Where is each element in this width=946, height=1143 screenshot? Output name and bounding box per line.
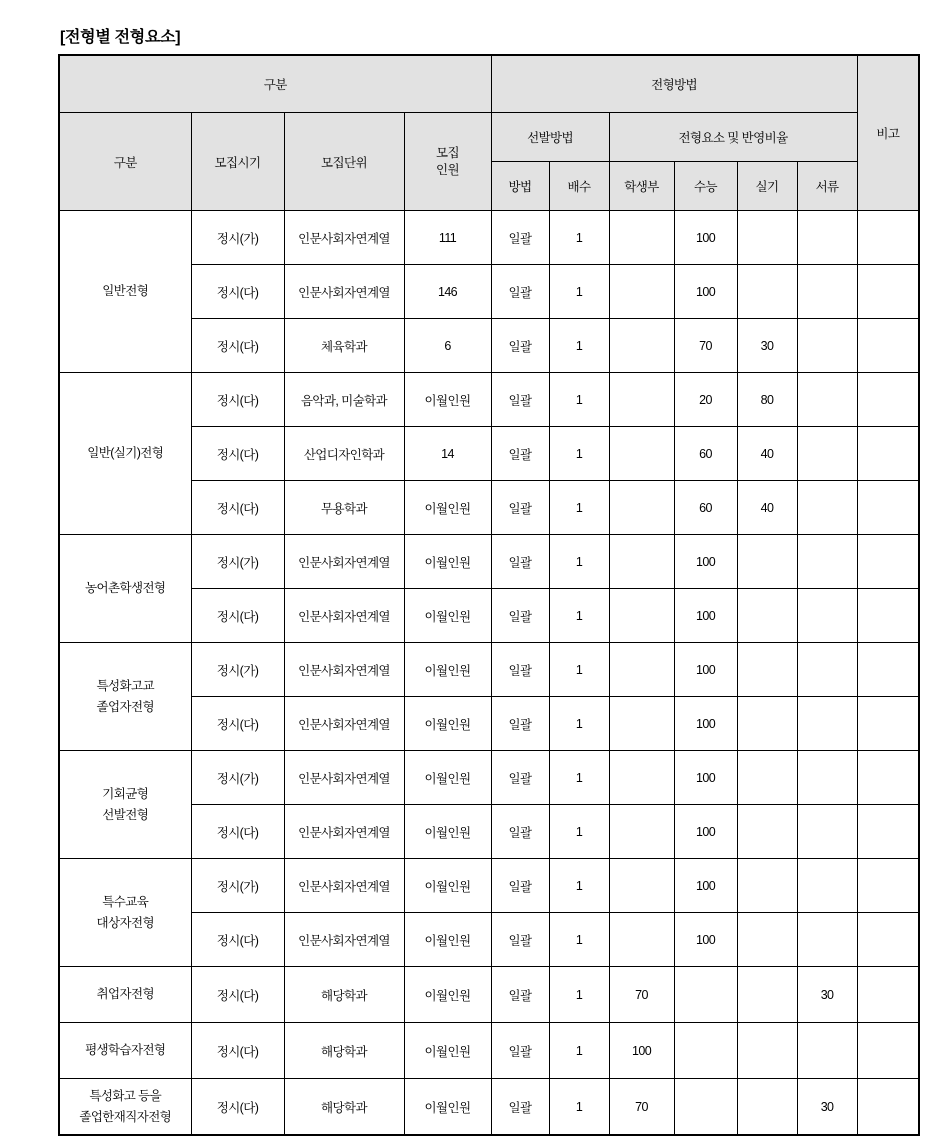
cell-remarks [857,697,919,751]
admission-type-line: 특성화고교 [96,678,154,693]
cell-multiplier: 1 [549,751,609,805]
admission-type-line: 취업자전형 [96,987,154,1001]
cell-csat: 100 [674,751,737,805]
admission-type-line: 선발전형 [102,807,149,822]
cell-period: 정시(다) [191,427,284,481]
header-selection-method: 선발방법 [491,113,609,162]
cell-admission-type [59,211,191,373]
cell-method: 일괄 [491,589,549,643]
cell-practical [737,859,797,913]
cell-quota: 이월인원 [404,373,491,427]
cell-unit: 인문사회자연계열 [284,751,404,805]
cell-admission-type [59,859,191,967]
cell-practical: 30 [737,319,797,373]
cell-quota: 6 [404,319,491,373]
cell-school-record [609,805,674,859]
cell-unit: 체육학과 [284,319,404,373]
table-header [59,55,919,211]
cell-school-record [609,589,674,643]
cell-quota: 이월인원 [404,805,491,859]
cell-documents [797,319,857,373]
cell-unit: 인문사회자연계열 [284,265,404,319]
cell-method: 일괄 [491,805,549,859]
cell-multiplier: 1 [549,805,609,859]
cell-school-record: 100 [609,1023,674,1079]
cell-school-record: 70 [609,967,674,1023]
cell-csat: 60 [674,481,737,535]
header-col-multiplier: 배수 [549,162,609,211]
table-row [59,1023,919,1079]
cell-method: 일괄 [491,643,549,697]
cell-period: 정시(다) [191,913,284,967]
admission-type-line: 졸업자전형 [96,699,154,714]
cell-method: 일괄 [491,535,549,589]
cell-documents [797,211,857,265]
cell-csat: 100 [674,643,737,697]
cell-period: 정시(다) [191,805,284,859]
cell-admission-type [59,1079,191,1136]
cell-period: 정시(다) [191,265,284,319]
cell-remarks [857,1079,919,1136]
cell-documents: 30 [797,967,857,1023]
header-row-1 [59,55,919,113]
header-col-quota-line2: 인원 [436,162,459,177]
header-col-quota-line1: 모집 [436,145,459,160]
cell-multiplier: 1 [549,589,609,643]
cell-method: 일괄 [491,481,549,535]
cell-remarks [857,427,919,481]
cell-school-record [609,481,674,535]
cell-remarks [857,319,919,373]
cell-method: 일괄 [491,859,549,913]
cell-method: 일괄 [491,1079,549,1136]
table-row [59,967,919,1023]
cell-method: 일괄 [491,697,549,751]
cell-admission-type [59,373,191,535]
table-row [59,751,919,805]
cell-admission-type [59,535,191,643]
cell-method: 일괄 [491,967,549,1023]
cell-period: 정시(다) [191,319,284,373]
cell-unit: 인문사회자연계열 [284,697,404,751]
admission-type-line: 일반(실기)전형 [87,446,164,460]
cell-documents [797,1023,857,1079]
cell-practical [737,805,797,859]
table-row [59,643,919,697]
header-col-documents: 서류 [797,162,857,211]
cell-remarks [857,805,919,859]
cell-documents [797,427,857,481]
cell-csat: 100 [674,913,737,967]
table-row [59,211,919,265]
cell-quota: 이월인원 [404,967,491,1023]
cell-unit: 음악과, 미술학과 [284,373,404,427]
admission-type-line: 농어촌학생전형 [85,581,166,595]
cell-period: 정시(다) [191,373,284,427]
cell-remarks [857,913,919,967]
cell-csat: 100 [674,589,737,643]
page-title: [전형별 전형요소] [60,29,181,46]
cell-school-record [609,751,674,805]
cell-quota: 이월인원 [404,859,491,913]
cell-period: 정시(다) [191,1079,284,1136]
cell-unit: 인문사회자연계열 [284,859,404,913]
header-col-practical: 실기 [737,162,797,211]
cell-remarks [857,535,919,589]
cell-method: 일괄 [491,751,549,805]
cell-quota: 이월인원 [404,913,491,967]
cell-multiplier: 1 [549,859,609,913]
admission-type-line: 일반전형 [102,284,149,298]
header-col-school-record: 학생부 [609,162,674,211]
cell-practical [737,913,797,967]
cell-documents: 30 [797,1079,857,1136]
cell-documents [797,481,857,535]
admissions-table [58,54,920,1136]
cell-quota: 이월인원 [404,589,491,643]
cell-practical [737,697,797,751]
cell-csat [674,1023,737,1079]
cell-quota: 이월인원 [404,1023,491,1079]
admission-type-line: 대상자전형 [96,915,154,930]
cell-period: 정시(다) [191,967,284,1023]
cell-period: 정시(다) [191,481,284,535]
cell-unit: 해당학과 [284,1079,404,1136]
cell-period: 정시(가) [191,643,284,697]
cell-method: 일괄 [491,265,549,319]
cell-method: 일괄 [491,1023,549,1079]
cell-documents [797,589,857,643]
cell-csat: 100 [674,697,737,751]
cell-period: 정시(다) [191,1023,284,1079]
table-row [59,535,919,589]
cell-csat: 100 [674,265,737,319]
cell-school-record [609,697,674,751]
cell-school-record [609,535,674,589]
cell-remarks [857,1023,919,1079]
cell-school-record [609,427,674,481]
cell-documents [797,535,857,589]
admission-type-line: 특수교육 [102,894,149,909]
cell-multiplier: 1 [549,913,609,967]
header-row-2 [59,113,919,162]
cell-quota: 이월인원 [404,1079,491,1136]
cell-csat: 100 [674,535,737,589]
table-row [59,859,919,913]
cell-multiplier: 1 [549,1023,609,1079]
cell-method: 일괄 [491,319,549,373]
cell-admission-type [59,1023,191,1079]
cell-unit: 인문사회자연계열 [284,643,404,697]
cell-remarks [857,751,919,805]
cell-school-record [609,913,674,967]
cell-csat: 100 [674,805,737,859]
cell-multiplier: 1 [549,427,609,481]
cell-unit: 무용학과 [284,481,404,535]
cell-school-record [609,373,674,427]
cell-quota: 이월인원 [404,751,491,805]
cell-multiplier: 1 [549,697,609,751]
cell-multiplier: 1 [549,1079,609,1136]
cell-practical [737,1023,797,1079]
cell-quota: 이월인원 [404,643,491,697]
cell-multiplier: 1 [549,211,609,265]
cell-unit: 인문사회자연계열 [284,535,404,589]
cell-practical [737,751,797,805]
cell-quota: 14 [404,427,491,481]
cell-unit: 인문사회자연계열 [284,211,404,265]
cell-practical [737,535,797,589]
cell-remarks [857,643,919,697]
cell-csat: 20 [674,373,737,427]
cell-csat: 100 [674,859,737,913]
cell-unit: 해당학과 [284,967,404,1023]
header-remarks: 비고 [857,55,919,211]
cell-school-record [609,319,674,373]
cell-practical [737,589,797,643]
cell-practical: 40 [737,481,797,535]
cell-period: 정시(가) [191,211,284,265]
cell-period: 정시(가) [191,751,284,805]
cell-school-record: 70 [609,1079,674,1136]
cell-quota: 146 [404,265,491,319]
cell-remarks [857,967,919,1023]
cell-admission-type [59,967,191,1023]
cell-school-record [609,859,674,913]
cell-admission-type [59,643,191,751]
header-col-period: 모집시기 [191,113,284,211]
cell-practical [737,1079,797,1136]
cell-period: 정시(가) [191,535,284,589]
cell-period: 정시(가) [191,859,284,913]
cell-quota: 이월인원 [404,481,491,535]
header-factors-ratio: 전형요소 및 반영비율 [609,113,857,162]
cell-quota: 이월인원 [404,535,491,589]
cell-unit: 인문사회자연계열 [284,805,404,859]
cell-practical: 40 [737,427,797,481]
cell-quota: 이월인원 [404,697,491,751]
cell-unit: 인문사회자연계열 [284,913,404,967]
header-col-method: 방법 [491,162,549,211]
header-col-gubun: 구분 [59,113,191,211]
table-row [59,373,919,427]
cell-unit: 산업디자인학과 [284,427,404,481]
cell-remarks [857,211,919,265]
cell-remarks [857,859,919,913]
cell-multiplier: 1 [549,535,609,589]
admission-type-line: 졸업한재직자전형 [79,1109,172,1124]
cell-school-record [609,643,674,697]
cell-csat: 60 [674,427,737,481]
cell-multiplier: 1 [549,967,609,1023]
cell-remarks [857,589,919,643]
cell-multiplier: 1 [549,481,609,535]
cell-method: 일괄 [491,913,549,967]
cell-practical [737,967,797,1023]
admission-type-line: 평생학습자전형 [85,1043,166,1057]
admission-type-line: 특성화고 등을 [89,1088,162,1103]
cell-practical: 80 [737,373,797,427]
table-body [59,211,919,1136]
cell-csat [674,967,737,1023]
cell-documents [797,805,857,859]
admission-type-line: 기회균형 [102,786,149,801]
cell-multiplier: 1 [549,643,609,697]
cell-documents [797,859,857,913]
cell-practical [737,265,797,319]
cell-method: 일괄 [491,427,549,481]
cell-documents [797,697,857,751]
cell-method: 일괄 [491,211,549,265]
cell-csat [674,1079,737,1136]
cell-multiplier: 1 [549,265,609,319]
cell-quota: 111 [404,211,491,265]
header-col-csat: 수능 [674,162,737,211]
cell-remarks [857,265,919,319]
cell-documents [797,373,857,427]
cell-unit: 해당학과 [284,1023,404,1079]
cell-remarks [857,481,919,535]
header-col-quota [404,113,491,211]
cell-practical [737,211,797,265]
table-row [59,1079,919,1136]
cell-documents [797,643,857,697]
cell-school-record [609,211,674,265]
cell-school-record [609,265,674,319]
cell-period: 정시(다) [191,697,284,751]
cell-admission-type [59,751,191,859]
header-group-gubun: 구분 [59,55,491,113]
cell-multiplier: 1 [549,373,609,427]
header-group-method: 전형방법 [491,55,857,113]
cell-documents [797,265,857,319]
cell-documents [797,913,857,967]
cell-period: 정시(다) [191,589,284,643]
cell-practical [737,643,797,697]
cell-unit: 인문사회자연계열 [284,589,404,643]
cell-csat: 70 [674,319,737,373]
cell-csat: 100 [674,211,737,265]
cell-multiplier: 1 [549,319,609,373]
cell-method: 일괄 [491,373,549,427]
cell-documents [797,751,857,805]
header-col-unit: 모집단위 [284,113,404,211]
cell-remarks [857,373,919,427]
